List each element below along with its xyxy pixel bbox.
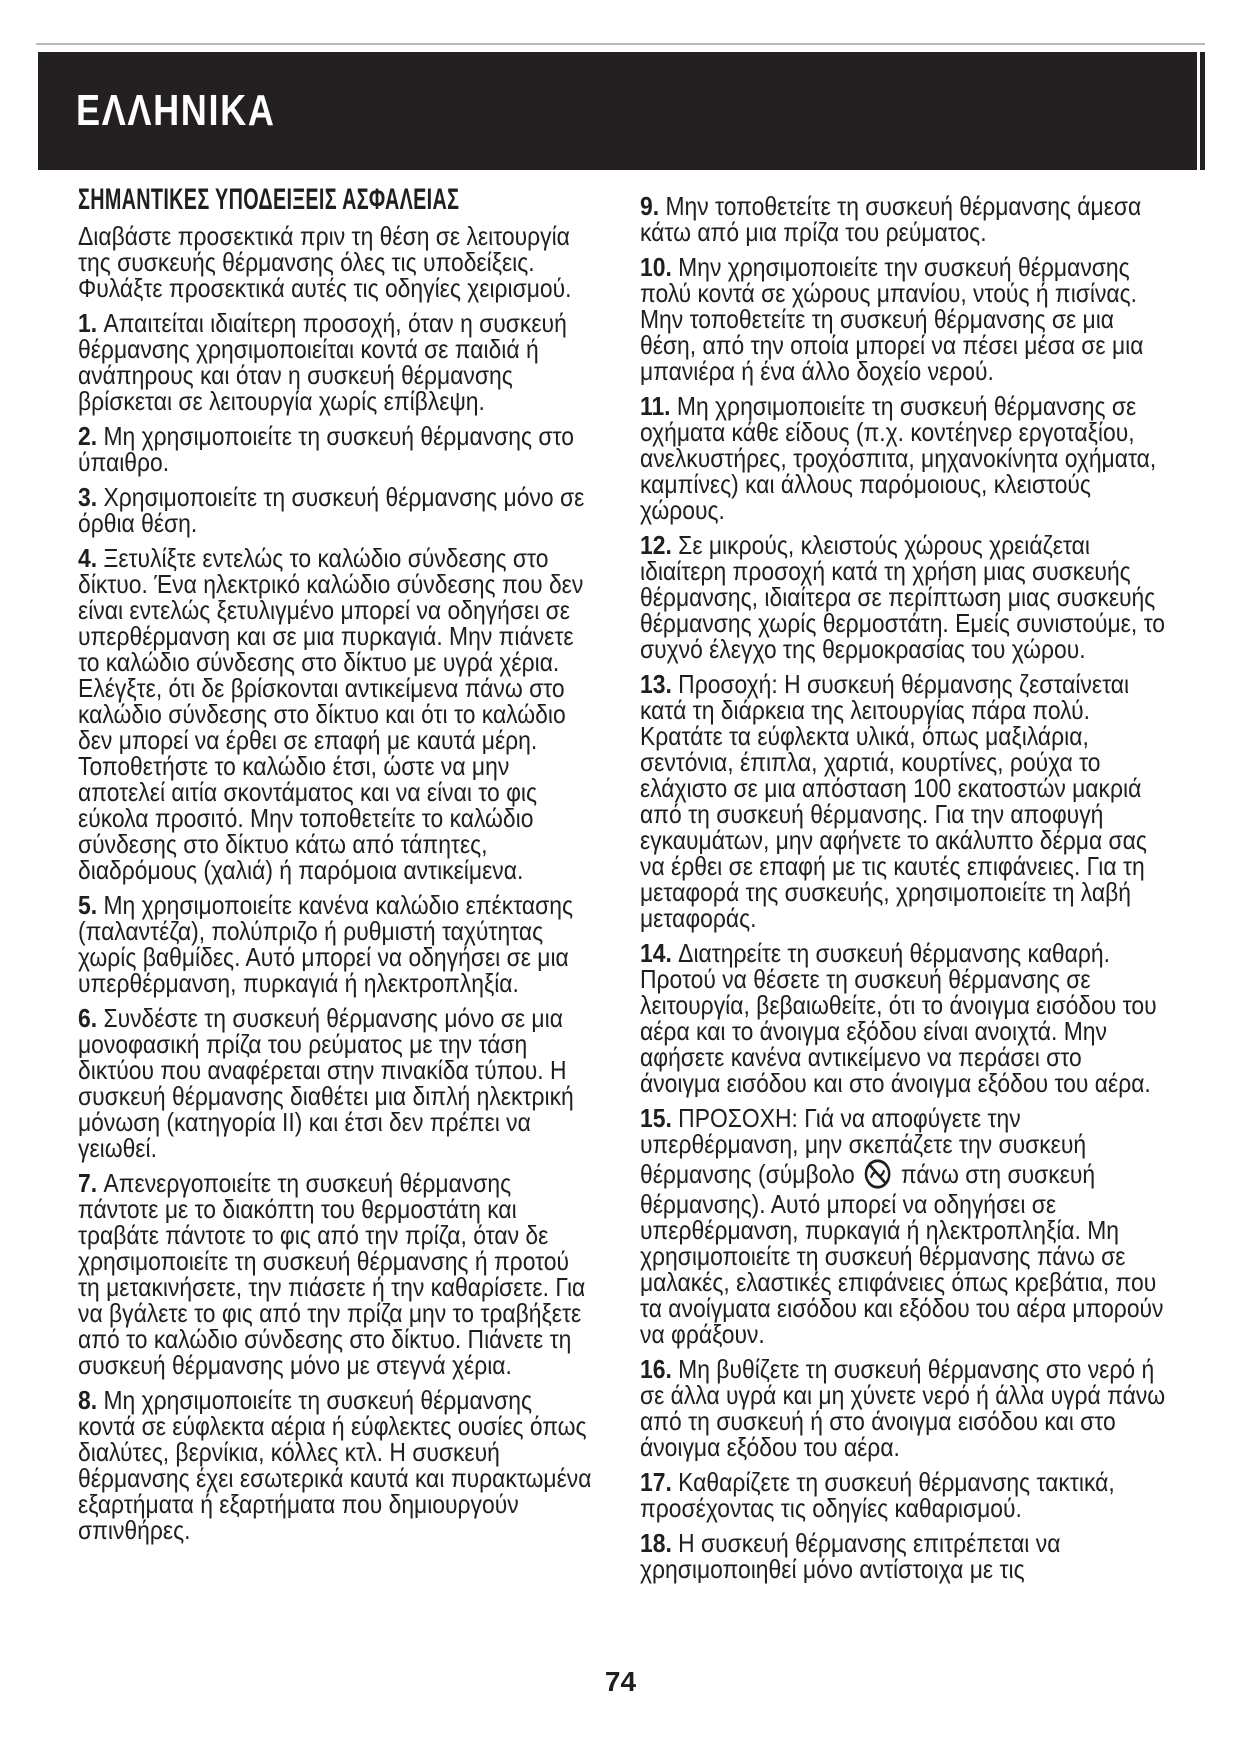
instruction-item-5: 5. Μη χρησιμοποιείτε κανένα καλώδιο επέκτασης (παλαντέζα), πολύπριζο ή ρυθμιστή ταχύτητας χωρίς βαθμίδες. Αυτό μπορεί να οδηγήσει σε μια υπερθέρμανση, πυρκαγιά ή ηλεκτροπληξία. <box>78 890 574 998</box>
instruction-number: 12. <box>640 530 679 560</box>
instruction-number: 7. <box>78 1168 104 1198</box>
instruction-number: 6. <box>78 1003 104 1033</box>
page-top-rule <box>36 43 1205 45</box>
instruction-number: 14. <box>640 938 679 968</box>
instruction-number: 18. <box>640 1528 679 1558</box>
header-accent-bar <box>1200 52 1205 170</box>
page-number: 74 <box>604 1666 637 1697</box>
instruction-item-9: 9. Μην τοποθετείτε τη συσκευή θέρμανσης άμεσα κάτω από μια πρίζα του ρεύματος. <box>640 191 1142 247</box>
instruction-item-4: 4. Ξετυλίξτε εντελώς το καλώδιο σύνδεσης στο δίκτυο. Ένα ηλεκτρικό καλώδιο σύνδεσης που δεν είναι εντελώς ξετυλιγμένο μπορεί να οδηγήσει σε υπερθέρμανση και σε μια πυρκαγιά. Μην πιάνετε το καλώδιο σύνδεσης στο δίκτυο με υγρά χέρια. Ελέγξτε, ότι δε βρίσκονται αντικείμενα πάνω στο καλώδιο σύνδεσης στο δίκτυο και ότι το καλώδιο δεν μπορεί να έρθει σε επαφή με καυτά μέρη. Τοποθετήστε το καλώδιο έτσι, ώστε να μην αποτελεί αιτία σκοντάματος και να είναι το φις εύκολα προσιτό. Μην τοποθετείτε το καλώδιο σύνδεσης στο δίκτυο κάτω από τάπητες, διαδρόμους (χαλιά) ή παρόμοια αντικείμενα. <box>78 543 584 885</box>
instruction-item-3: 3. Χρησιμοποιείτε τη συσκευή θέρμανσης μόνο σε όρθια θέση. <box>78 482 585 538</box>
instruction-number: 15. <box>640 1103 679 1133</box>
instruction-item-10: 10. Μην χρησιμοποιείτε την συσκευή θέρμανσης πολύ κοντά σε χώρους μπανίου, ντούς ή πισίνας. Μην τοποθετείτε τη συσκευή θέρμανσης σε μια θέση, από την οποία μπορεί να πέσει μέσα σε μια μπανιέρα ή ένα άλλο δοχείο νερού. <box>640 252 1144 386</box>
instruction-item-2: 2. Μη χρησιμοποιείτε τη συσκευή θέρμανσης στο ύπαιθρο. <box>78 421 574 477</box>
instruction-item-16: 16. Μη βυθίζετε τη συσκευή θέρμανσης στο νερό ή σε άλλα υγρά και μη χύνετε νερό ή άλλα υγρά πάνω από τη συσκευή ή στο άνοιγμα εισόδου και στο άνοιγμα εξόδου του αέρα. <box>640 1354 1166 1462</box>
left-column <box>78 184 595 1552</box>
page-title: ΕΛΛΗΝΙΚΑ <box>76 86 276 135</box>
no-cover-icon <box>861 1157 894 1191</box>
instruction-number: 2. <box>78 421 104 451</box>
language-header-bar <box>38 52 1197 170</box>
instruction-number: 17. <box>640 1467 679 1497</box>
instruction-item-7: 7. Απενεργοποιείτε τη συσκευή θέρμανσης πάντοτε με το διακόπτη του θερμοστάτη και τραβάτε πάντοτε το φις από την πρίζα, όταν δε χρησιμοποιείτε τη συσκευή θέρμανσης ή προτού τη μετακινήσετε, την πιάσετε ή την καθαρίσετε. Για να βγάλετε το φις από την πρίζα μην το τραβήξετε από το καλώδιο σύνδεσης στο δίκτυο. Πιάνετε τη συσκευή θέρμανσης μόνο με στεγνά χέρια. <box>78 1168 586 1380</box>
instruction-number: 5. <box>78 890 104 920</box>
instruction-number: 16. <box>640 1354 679 1384</box>
section-title: ΣΗΜΑΝΤΙΚΕΣ ΥΠΟΔΕΙΞΕΙΣ ΑΣΦΑΛΕΙΑΣ <box>78 183 460 216</box>
right-instructions <box>640 193 1168 1582</box>
right-column <box>640 184 1168 1591</box>
instruction-item-1: 1. Απαιτείται ιδιαίτερη προσοχή, όταν η συσκευή θέρμανσης χρησιμοποιείται κοντά σε παιδιά ή ανάπηρους και όταν η συσκευή θέρμανσης βρίσκεται σε λειτουργία χωρίς επίβλεψη. <box>78 308 567 416</box>
instruction-number: 8. <box>78 1385 104 1415</box>
instruction-number: 1. <box>78 308 104 338</box>
left-instructions <box>78 310 595 1543</box>
instruction-item-17: 17. Καθαρίζετε τη συσκευή θέρμανσης τακτικά, προσέχοντας τις οδηγίες καθαρισμού. <box>640 1467 1115 1523</box>
instruction-number: 10. <box>640 252 679 282</box>
instruction-item-13: 13. Προσοχή: Η συσκευή θέρμανσης ζεσταίνεται κατά τη διάρκεια της λειτουργίας πάρα πολύ. Κρατάτε τα εύφλεκτα υλικά, όπως μαξιλάρια, σεντόνια, έπιπλα, χαρτιά, κουρτίνες, ρούχα το ελάχιστο σε μια απόσταση 100 εκατοστών μακριά από τη συσκευή θέρμανσης. Για την αποφυγή εγκαυμάτων, μην αφήνετε το ακάλυπτο δέρμα σας να έρθει σε επαφή με τις καυτές επιφάνειες. Για τη μεταφορά της συσκευής, χρησιμοποιείτε τη λαβή μεταφοράς. <box>640 669 1147 933</box>
instruction-item-12: 12. Σε μικρούς, κλειστούς χώρους χρειάζεται ιδιαίτερη προσοχή κατά τη χρήση μιας συσκευής θέρμανσης, ιδιαίτερα σε περίπτωση μιας συσκευής θέρμανσης χωρίς θερμοστάτη. Εμείς συνιστούμε, το συχνό έλεγχο της θερμοκρασίας του χώρου. <box>640 530 1166 664</box>
instruction-number: 11. <box>640 391 677 421</box>
section-intro: Διαβάστε προσεκτικά πριν τη θέση σε λειτουργία της συσκευής θέρμανσης όλες τις υποδείξεις. Φυλάξτε προσεκτικά αυτές τις οδηγίες χειρισμού. <box>78 221 572 303</box>
instruction-item-8: 8. Μη χρησιμοποιείτε τη συσκευή θέρμανσης κοντά σε εύφλεκτα αέρια ή εύφλεκτες ουσίες όπως διαλύτες, βερνίκια, κόλλες κτλ. Η συσκευή θέρμανσης έχει εσωτερικά καυτά και πυρακτωμένα εξαρτήματα ή εξαρτήματα που δημιουργούν σπινθήρες. <box>78 1385 592 1545</box>
instruction-number: 13. <box>640 669 679 699</box>
instruction-number: 3. <box>78 482 104 512</box>
instruction-item-18: 18. Η συσκευή θέρμανσης επιτρέπεται να χρησιμοποιηθεί μόνο αντίστοιχα με τις <box>640 1528 1061 1584</box>
instruction-item-15: 15. ΠΡΟΣΟΧΗ: Γιά να αποφύγετε την υπερθέρμανση, μην σκεπάζετε την συσκευή θέρμανσης (σύμβολο πάνω στη συσκευή θέρμανσης). Αυτό μπορεί να οδηγήσει σε υπερθέρμανση, πυρκαγιά ή ηλεκτροπληξία. Μη χρησιμοποιείτε τη συσκευή θέρμανσης πάνω σε μαλακές, ελαστικές επιφάνειες όπως κρεβάτια, που τα ανοίγματα εισόδου και εξόδου του αέρα μπορούν να φράξουν. <box>640 1103 1164 1349</box>
instruction-item-6: 6. Συνδέστε τη συσκευή θέρμανσης μόνο σε μια μονοφασική πρίζα του ρεύματος με την τάση δικτύου που αναφέρεται στην πινακίδα τύπου. Η συσκευή θέρμανσης διαθέτει μια διπλή ηλεκτρική μόνωση (κατηγορία II) και έτσι δεν πρέπει να γειωθεί. <box>78 1003 574 1163</box>
instruction-number: 4. <box>78 543 104 573</box>
instruction-item-14: 14. Διατηρείτε τη συσκευή θέρμανσης καθαρή. Προτού να θέσετε τη συσκευή θέρμανσης σε λειτουργία, βεβαιωθείτε, ότι το άνοιγμα εισόδου του αέρα και το άνοιγμα εξόδου είναι ανοιχτά. Μην αφήσετε κανένα αντικείμενο να περάσει στο άνοιγμα εισόδου και στο άνοιγμα εξόδου του αέρα. <box>640 938 1157 1098</box>
instruction-number: 9. <box>640 191 666 221</box>
instruction-item-11: 11. Μη χρησιμοποιείτε τη συσκευή θέρμανσης σε οχήματα κάθε είδους (π.χ. κοντέηνερ εργοταξίου, ανελκυστήρες, τροχόσπιτα, μηχανοκίνητα οχήματα, καμπίνες) και άλλους παρόμοιους, κλειστούς χώρους. <box>640 391 1157 525</box>
